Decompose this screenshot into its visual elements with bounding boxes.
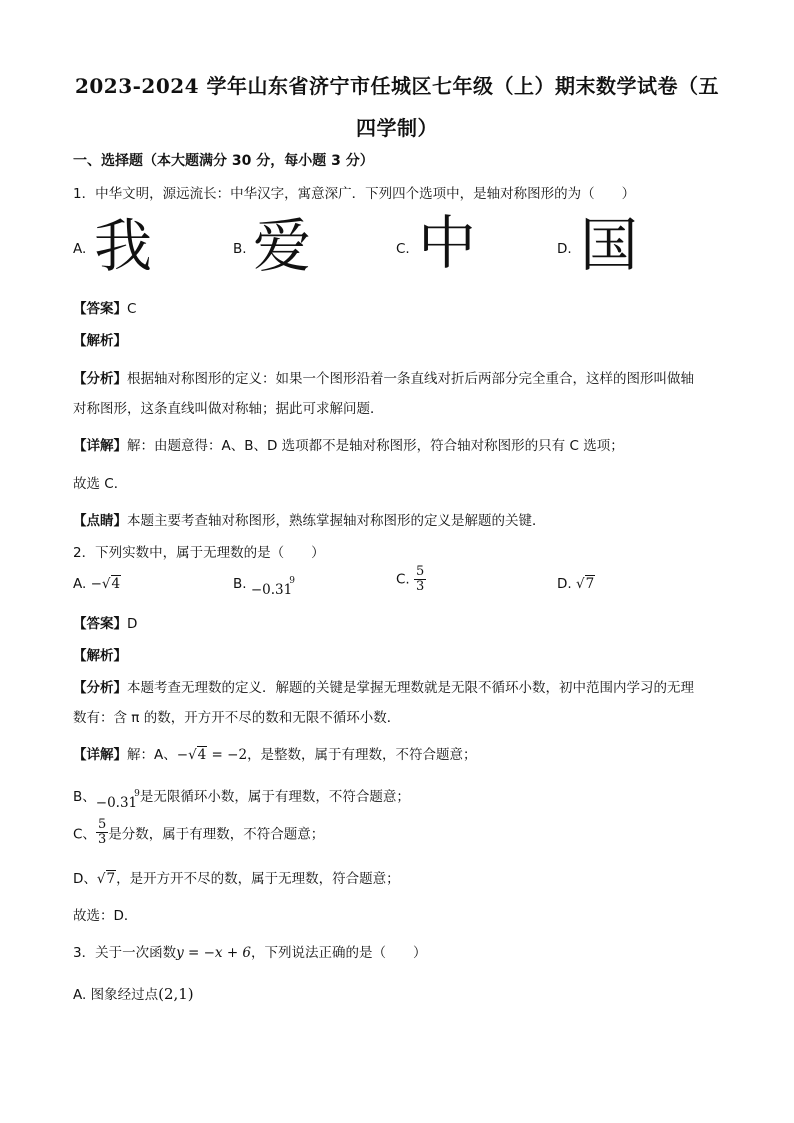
q3-stem-prefix: 3．关于一次函数: [73, 945, 177, 961]
q2-option-d-expr: √7: [575, 576, 595, 592]
q3-option-a-label: A.: [73, 987, 87, 1003]
xj-b-value: −0.31: [95, 795, 138, 811]
q2-fenxi-line2: 数有：含 π 的数，开方开不尽的数和无限不循环小数．: [73, 710, 401, 726]
q2-analysis-tag: 【解析】: [73, 648, 127, 664]
q2-xiangjie-b: [73, 785, 410, 811]
xj-c-text: 是分数，属于有理数，不符合题意；: [108, 826, 325, 843]
q1-option-b-char: 爱: [253, 212, 312, 280]
radicand: 7: [106, 871, 116, 887]
xj-d-expr: √7: [96, 871, 116, 887]
radicand: 4: [111, 576, 121, 592]
q2-xiangjie-d: [73, 867, 400, 887]
q2-option-b-label: B.: [233, 576, 247, 592]
radicand: 4: [197, 747, 207, 763]
question-2-stem: 2．下列实数中，属于无理数的是（ ）: [73, 545, 325, 561]
q1-option-b-label: B.: [233, 241, 247, 257]
q1-option-c-label: C.: [396, 241, 410, 257]
q1-option-d-label: D.: [557, 241, 572, 257]
q2-xiangjie-c: [73, 818, 324, 847]
q2-fenxi-line1: [73, 676, 694, 696]
fenxi-text: 根据轴对称图形的定义：如果一个图形沿着一条直线对折后两部分完全重合，这样的图形叫做轴: [127, 371, 694, 387]
radicand: 7: [585, 576, 595, 592]
q3-stem-suffix: ，下列说法正确的是（ ）: [251, 945, 427, 961]
q2-conclusion: 故选：D．: [73, 908, 138, 924]
q1-option-a-char: 我: [94, 212, 153, 280]
xj-b-prefix: B、: [73, 789, 96, 805]
section-heading: 一、选择题（本大题满分 30 分，每小题 3 分）: [73, 153, 374, 169]
xj-d-prefix: D、: [73, 871, 97, 887]
question-3-stem: [73, 941, 427, 961]
answer-value: D: [127, 616, 138, 632]
q2-option-a: [73, 576, 121, 592]
q2-option-c: [396, 565, 426, 594]
xj-b-text: 是无限循环小数，属于有理数，不符合题意；: [139, 789, 410, 805]
answer-tag: 【答案】: [73, 616, 127, 632]
denominator: 3: [97, 832, 107, 847]
xj-c-fraction: [96, 818, 108, 847]
q2-option-d: [557, 576, 595, 592]
q1-fenxi-line2: 对称图形，这条直线叫做对称轴；据此可求解问题．: [73, 401, 384, 417]
xiangjie-tag: 【详解】: [73, 747, 127, 763]
q2-option-b: [233, 576, 295, 598]
q2-option-b-value: −0.31: [250, 582, 293, 598]
q1-option-a-label: A.: [73, 241, 87, 257]
q3-option-a-text: 图象经过点: [90, 987, 159, 1003]
minus-sign: −: [176, 747, 189, 763]
q1-fenxi-line1: [73, 367, 694, 387]
dianjing-text: 本题主要考查轴对称图形，熟练掌握轴对称图形的定义是解题的关键．: [127, 513, 546, 529]
q2-answer: [73, 612, 137, 632]
q1-analysis-tag: 【解析】: [73, 333, 127, 349]
xj-a-expr: −√4 = −2: [176, 747, 248, 763]
fenxi-text: 本题考查无理数的定义．解题的关键是掌握无理数就是无限不循环小数，初中范围内学习的无理: [127, 680, 694, 696]
answer-tag: 【答案】: [73, 301, 127, 317]
xj-c-prefix: C、: [73, 826, 96, 843]
q3-option-a: [73, 983, 194, 1003]
q2-option-a-expr: −√4: [90, 576, 121, 592]
xj-d-text: ，是开方开不尽的数，属于无理数，符合题意；: [116, 871, 400, 887]
xj-a-prefix: 解：A、: [127, 747, 177, 763]
fenxi-tag: 【分析】: [73, 371, 127, 387]
q1-dianjing: [73, 509, 546, 529]
q1-answer: [73, 297, 136, 317]
q2-xiangjie-a: [73, 743, 477, 763]
numerator: 5: [97, 817, 107, 832]
xj-a-text: ，是整数，属于有理数，不符合题意；: [247, 747, 477, 763]
q2-option-d-label: D.: [557, 576, 572, 592]
xiangjie-text: 解：由题意得：A、B、D 选项都不是轴对称图形，符合轴对称图形的只有 C 选项；: [127, 438, 624, 454]
answer-value: C: [127, 301, 137, 317]
denominator: 3: [416, 579, 425, 594]
q1-option-c-char: 中: [418, 209, 477, 277]
q3-option-a-point: (2,1): [158, 985, 194, 1003]
question-1-stem: 1．中华文明，源远流长：中华汉字，寓意深广．下列四个选项中，是轴对称图形的为（ ）: [73, 186, 636, 202]
dianjing-tag: 【点睛】: [73, 513, 127, 529]
xj-b-repeat-mark: 9: [134, 789, 140, 799]
q2-option-b-repeat-mark: 9: [289, 576, 295, 586]
q1-option-d-char: 国: [580, 211, 639, 279]
minus-sign: −: [90, 576, 102, 592]
page-title-line1: 2023-2024 学年山东省济宁市任城区七年级（上）期末数学试卷（五: [74, 74, 720, 98]
equals-result: = −2: [207, 747, 248, 763]
fenxi-tag: 【分析】: [73, 680, 127, 696]
numerator: 5: [416, 564, 425, 579]
q2-option-a-label: A.: [73, 576, 87, 592]
q2-option-c-fraction: [414, 565, 426, 594]
page-title-line2: 四学制）: [356, 116, 438, 140]
q3-function-expr: y = −x + 6: [176, 945, 252, 961]
q1-conclusion: 故选 C．: [73, 476, 128, 492]
q1-xiangjie: [73, 434, 624, 454]
q2-option-c-label: C.: [396, 571, 410, 588]
xiangjie-tag: 【详解】: [73, 438, 127, 454]
